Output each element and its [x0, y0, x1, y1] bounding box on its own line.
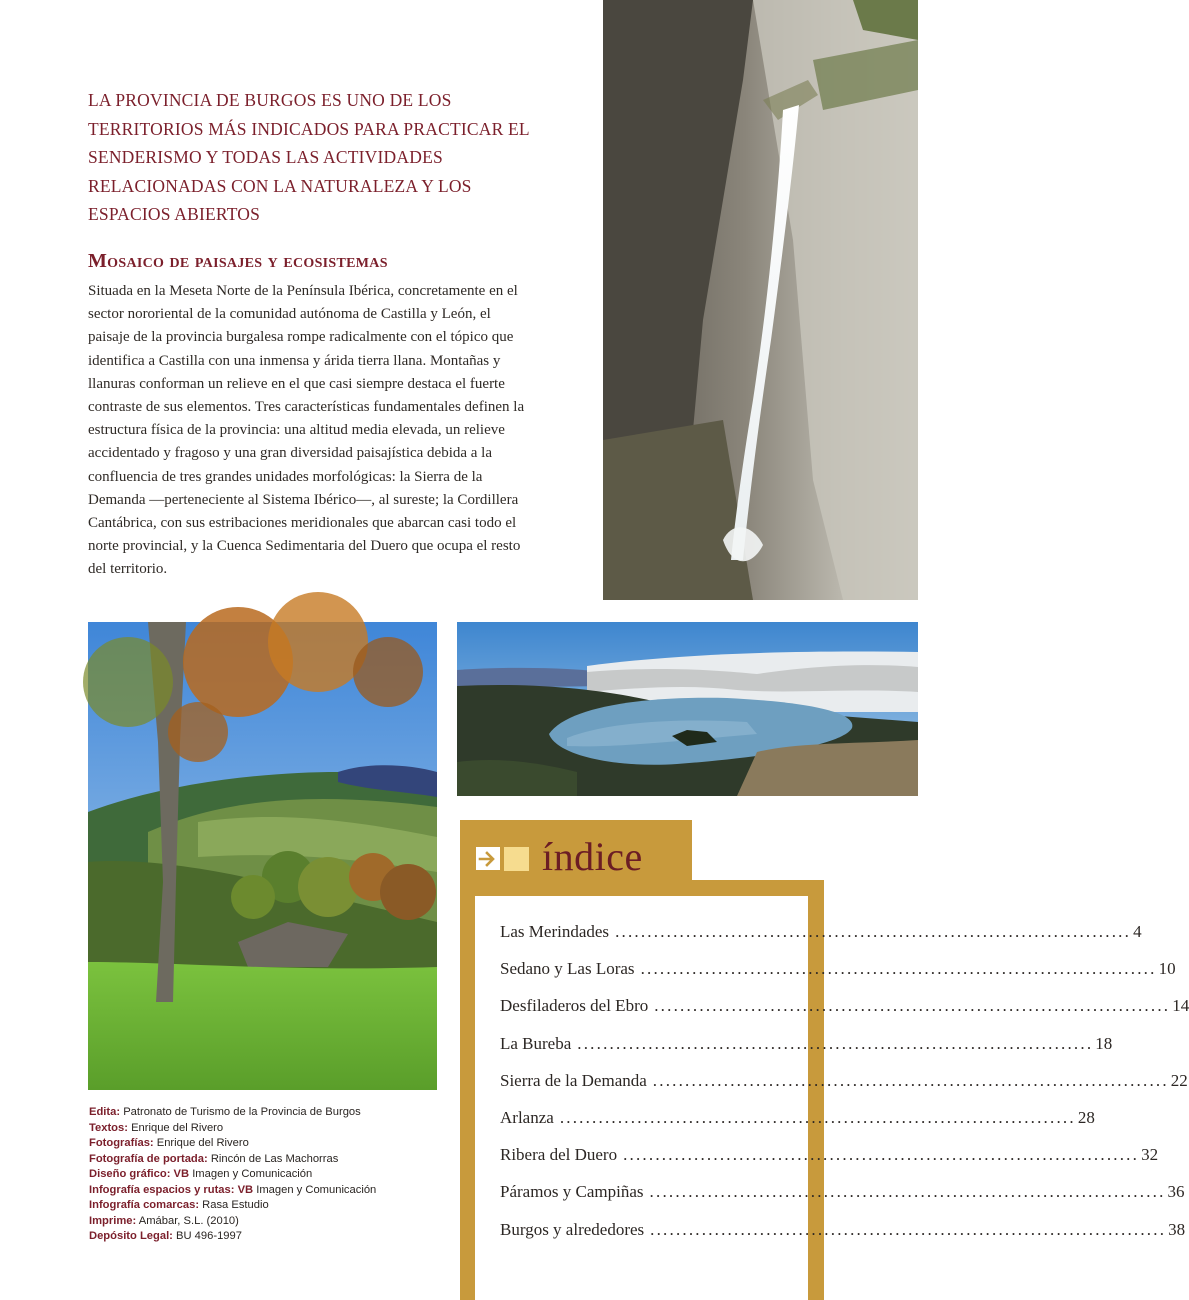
credit-value: Rincón de Las Machorras	[210, 1152, 339, 1165]
credit-label: Depósito Legal:	[89, 1230, 173, 1242]
credit-label: Diseño gráfico: VB	[89, 1168, 190, 1180]
credits-block	[89, 1105, 449, 1245]
index-item-page: 18	[1095, 1033, 1113, 1053]
index-leader-dots: ................................................................................	[615, 922, 1132, 941]
index-item-page: 4	[1133, 922, 1142, 941]
index-item-label: Burgos y alrededores	[500, 1219, 645, 1239]
intro-heading: LA PROVINCIA DE BURGOS ES UNO DE LOS TERRITORIOS MÁS INDICADOS PARA PRACTICAR EL SENDERISMO Y TODAS LAS ACTIVIDADES RELACIONADAS CON LA NATURALEZA Y LOS ESPACIOS ABIERTOS	[88, 90, 530, 224]
credit-line	[89, 1183, 449, 1199]
credit-label: Fotografías:	[89, 1137, 154, 1149]
credit-value: Patronato de Turismo de la Provincia de Burgos	[123, 1106, 361, 1118]
index-item-page: 38	[1168, 1219, 1186, 1239]
credit-label: Textos:	[89, 1121, 128, 1134]
index-item[interactable]	[500, 959, 1176, 996]
index-item[interactable]	[500, 1182, 1185, 1219]
credit-value: BU 496-1997	[176, 1230, 242, 1242]
index-item-label: Ribera del Duero	[500, 1145, 618, 1165]
credit-value: Enrique del Rivero	[156, 1137, 249, 1149]
arrow-right-icon	[476, 847, 500, 870]
section-body: Situada en la Meseta Norte de la Península Ibérica, concretamente en el sector nororiental de la comunidad autónoma de Castilla y León, el paisaje de la provincia burgalesa rompe radicalmente con el tópico que identifica a Castilla con una inmensa y árida tierra llana. Montañas y llanuras conforman un relieve en el que casi siempre destaca el fuerte contraste de sus elementos. Tres características fundamentales definen la estructura física de la provincia: una altitud media elevada, un relieve accidentado y fragoso y una gran diversidad paisajística debida a la confluencia de tres grandes unidades morfológicas: la Sierra de la Demanda —perteneciente al Sistema Ibérico—, al sureste; la Cordillera Cantábrica, con sus estribaciones meridionales que abarcan casi todo el norte provincial, y la Cuenca Sedimentaria del Duero que ocupa el resto del territorio.	[88, 283, 525, 578]
index-leader-dots: ................................................................................	[559, 1107, 1076, 1127]
index-item-page: 36	[1167, 1182, 1185, 1202]
index-leader-dots: ................................................................................	[649, 1182, 1166, 1202]
credit-line	[89, 1136, 449, 1152]
index-item-page: 22	[1170, 1070, 1188, 1090]
index-leader-dots: ................................................................................	[640, 959, 1157, 979]
index-leader-dots: ................................................................................	[652, 1070, 1169, 1090]
credit-value: Imagen y Comunicación	[192, 1168, 313, 1180]
credit-line	[89, 1198, 449, 1214]
index-item-label: Sierra de la Demanda	[500, 1070, 647, 1090]
index-item-label: La Bureba	[500, 1033, 572, 1053]
index-item-page: 10	[1158, 959, 1176, 979]
index-item-page: 14	[1172, 996, 1189, 1016]
yellow-square-icon	[504, 847, 529, 871]
index-item[interactable]	[500, 996, 1189, 1033]
credit-value: Rasa Estudio	[202, 1199, 269, 1211]
index-leader-dots: ................................................................................	[650, 1219, 1167, 1239]
credit-line	[89, 1229, 449, 1245]
index-leader-dots: ................................................................................	[654, 996, 1171, 1016]
waterfall-photo	[603, 0, 918, 600]
credit-label: Imprime:	[89, 1214, 137, 1227]
index-list	[500, 922, 1189, 1257]
credit-label: Fotografía de portada:	[89, 1152, 208, 1165]
credit-label: Infografía espacios y rutas: VB	[89, 1183, 254, 1196]
credit-line	[89, 1214, 449, 1230]
section-title: Mosaico de paisajes y ecosistemas	[88, 250, 388, 272]
index-item[interactable]	[500, 1033, 1113, 1071]
index-item[interactable]	[500, 1145, 1159, 1182]
credit-value: Amábar, S.L. (2010)	[138, 1214, 239, 1227]
index-title: índice	[542, 834, 643, 879]
index-item-label: Páramos y Campiñas	[500, 1182, 644, 1202]
index-item-page: 28	[1077, 1107, 1095, 1127]
credit-line	[89, 1167, 449, 1183]
mountain-lake-photo	[457, 622, 918, 796]
index-item[interactable]	[500, 922, 1142, 959]
credit-line	[89, 1152, 449, 1168]
index-item-page: 32	[1141, 1145, 1159, 1165]
credit-label: Edita:	[89, 1106, 121, 1118]
credit-value: Enrique del Rivero	[131, 1121, 224, 1134]
credit-line	[89, 1105, 449, 1121]
index-item-label: Sedano y Las Loras	[500, 959, 635, 979]
index-item[interactable]	[500, 1107, 1095, 1145]
credit-value: Imagen y Comunicación	[256, 1183, 377, 1196]
credit-line	[89, 1121, 449, 1137]
index-item[interactable]	[500, 1219, 1186, 1257]
index-leader-dots: ................................................................................	[577, 1033, 1094, 1053]
credit-label: Infografía comarcas:	[89, 1199, 200, 1211]
index-item-label: Las Merindades	[500, 922, 610, 941]
index-item-label: Desfiladeros del Ebro	[500, 996, 649, 1016]
index-item[interactable]	[500, 1070, 1188, 1108]
index-leader-dots: ................................................................................	[623, 1145, 1140, 1165]
forest-meadow-photo	[88, 622, 437, 1090]
index-item-label: Arlanza	[500, 1107, 554, 1127]
